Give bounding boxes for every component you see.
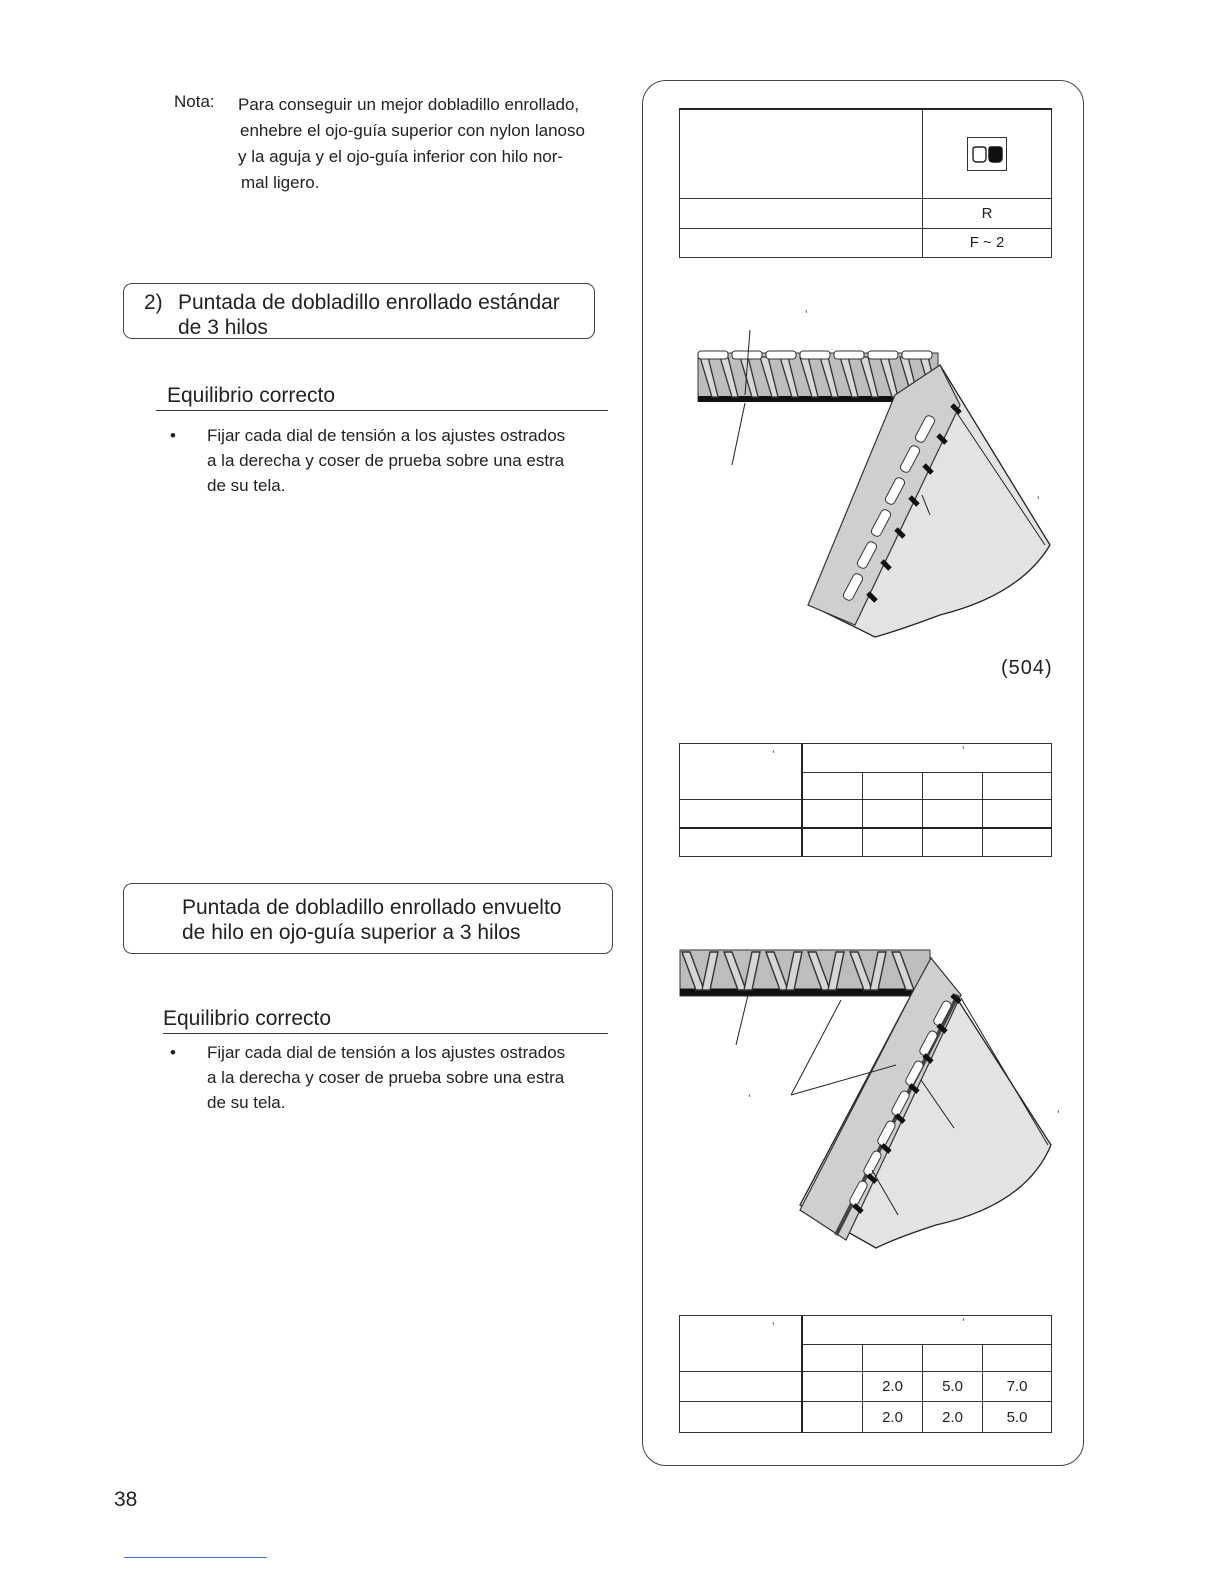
- table-cell: [863, 828, 923, 857]
- figure1-label: (504): [1001, 657, 1053, 679]
- bullet-dot: •: [170, 426, 176, 445]
- bullet-dot: •: [170, 1043, 176, 1062]
- table-cell: [923, 1345, 983, 1372]
- section2-title-line2: de hilo en ojo-guía superior a 3 hilos: [182, 921, 521, 944]
- table-cell: [680, 1372, 803, 1402]
- table-cell: [680, 828, 803, 857]
- table-cell: [863, 800, 923, 828]
- table-cell: [923, 109, 1052, 198]
- table-cell: [680, 109, 923, 198]
- table-cell: [923, 828, 983, 857]
- table-cell: [802, 1402, 863, 1433]
- note-label: Nota:: [174, 92, 215, 111]
- section2-title-box: [123, 883, 613, 954]
- bullet-line: a la derecha y coser de prueba sobre una estra: [207, 451, 565, 470]
- table-cell: [802, 828, 863, 857]
- bullet-line: a la derecha y coser de prueba sobre una estra: [207, 1068, 565, 1087]
- table-cell: [680, 228, 923, 257]
- stitch-plate-icon: [967, 137, 1007, 171]
- table-cell: [680, 198, 923, 228]
- table-cell-value: 2.0: [863, 1402, 923, 1433]
- accent-mark: ʼ: [772, 748, 775, 762]
- table-cell: [680, 744, 803, 800]
- table-cell: [983, 828, 1052, 857]
- table-cell: [802, 773, 863, 800]
- table-cell-value: 7.0: [983, 1372, 1052, 1402]
- section2-subheading: Equilibrio correcto: [163, 1007, 608, 1034]
- section1-title-line2: de 3 hilos: [178, 316, 268, 339]
- table-cell: [802, 800, 863, 828]
- table-cell-value: 2.0: [923, 1402, 983, 1433]
- table-cell-value: 5.0: [923, 1372, 983, 1402]
- tension-table-1: [679, 743, 1052, 857]
- table-cell: [680, 1316, 803, 1372]
- table-cell: [983, 1345, 1052, 1372]
- table-cell: [802, 1345, 863, 1372]
- note-text: [238, 92, 618, 196]
- note-line: enhebre el ojo-guía superior con nylon lanoso: [240, 121, 585, 140]
- table-cell-value: R: [923, 198, 1052, 228]
- section2-title-line1: Puntada de dobladillo enrollado envuelto: [182, 896, 562, 919]
- section1-subheading: Equilibrio correcto: [156, 384, 608, 411]
- table-cell: [802, 1372, 863, 1402]
- accent-mark: ʼ: [1037, 494, 1040, 508]
- table-cell: [863, 1345, 923, 1372]
- page-number: 38: [114, 1488, 138, 1511]
- table-cell-value: 2.0: [863, 1372, 923, 1402]
- table-cell-value: 5.0: [983, 1402, 1052, 1433]
- table-cell-value: F ~ 2: [923, 228, 1052, 257]
- table-cell: [802, 1316, 1052, 1345]
- section1-title-box: [123, 283, 595, 339]
- table-cell: [923, 800, 983, 828]
- note-line: y la aguja y el ojo-guía inferior con hilo nor-: [238, 147, 564, 166]
- rolled-hem-figure-2: [676, 940, 1066, 1260]
- accent-mark: ʼ: [772, 1320, 775, 1334]
- accent-mark: ʼ: [805, 308, 808, 322]
- bullet-line: de su tela.: [207, 1093, 286, 1112]
- accent-mark: ʼ: [1057, 1108, 1060, 1122]
- table-cell: [983, 800, 1052, 828]
- table-cell: [680, 1402, 803, 1433]
- footer-rule: [124, 1557, 267, 1558]
- rolled-hem-figure-1: [690, 305, 1070, 645]
- note-line: mal ligero.: [241, 173, 320, 192]
- section1-title-line1: Puntada de dobladillo enrollado estándar: [178, 291, 560, 314]
- bullet-line: de su tela.: [207, 476, 286, 495]
- bullet-line: Fijar cada dial de tensión a los ajustes ostrados: [207, 426, 566, 445]
- accent-mark: ʼ: [962, 744, 965, 758]
- table-cell: [923, 773, 983, 800]
- tension-table-2: [679, 1315, 1052, 1433]
- bullet-line: Fijar cada dial de tensión a los ajustes ostrados: [207, 1043, 566, 1062]
- accent-mark: ʼ: [962, 1316, 965, 1330]
- section1-number: 2): [144, 291, 163, 314]
- table-cell: [983, 773, 1052, 800]
- table-cell: [863, 773, 923, 800]
- note-line: Para conseguir un mejor dobladillo enrollado,: [238, 95, 580, 114]
- accent-mark: ʼ: [748, 1092, 751, 1106]
- table-cell: [802, 744, 1052, 773]
- settings-table-top: [679, 108, 1052, 258]
- table-cell: [680, 800, 803, 828]
